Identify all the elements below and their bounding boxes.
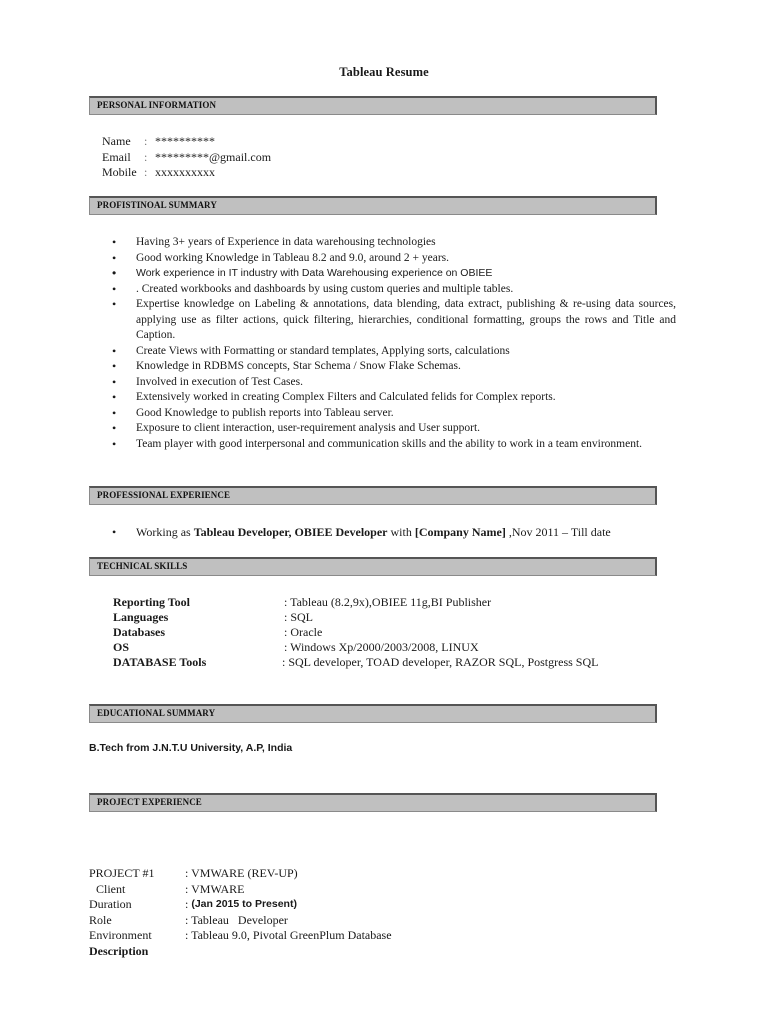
skill-row — [113, 655, 598, 670]
skill-row — [113, 640, 598, 655]
field-label: Email — [102, 149, 131, 164]
project-label: Role — [89, 912, 112, 927]
experience-middle: with — [387, 525, 415, 539]
skill-label: Databases — [113, 625, 166, 639]
section-header-project-experience: PROJECT EXPERIENCE — [89, 793, 657, 812]
skill-label: Reporting Tool — [113, 595, 191, 609]
project-row — [89, 913, 392, 929]
skill-label: DATABASE Tools — [113, 655, 207, 669]
field-separator: : — [144, 149, 148, 164]
skill-label: Languages — [113, 610, 169, 624]
document-title: Tableau Resume — [339, 65, 429, 79]
summary-item: • Knowledge in RDBMS concepts, Star Schema / Snow Flake Schemas. — [112, 359, 676, 375]
personal-row-name — [102, 134, 271, 150]
experience-period: ,Nov 2011 – Till date — [505, 525, 611, 539]
section-header-educational-summary: EDUCATIONAL SUMMARY — [89, 704, 657, 723]
section-header-personal-information: PERSONAL INFORMATION — [89, 96, 657, 115]
project-row — [89, 866, 392, 882]
project-label: Environment — [89, 928, 152, 942]
technical-skills — [113, 595, 598, 670]
section-header-technical-skills: TECHNICAL SKILLS — [89, 557, 657, 576]
skill-row — [113, 610, 598, 625]
summary-item: • Good Knowledge to publish reports into Tableau server. — [112, 406, 676, 422]
skill-label: OS — [113, 640, 130, 654]
summary-item: • Exposure to client interaction, user-requirement analysis and User support. — [112, 421, 676, 437]
project-label: Client — [96, 881, 126, 896]
summary-list — [112, 235, 676, 452]
project-value: : Tableau 9.0, Pivotal GreenPlum Database — [185, 928, 392, 942]
summary-item: • Create Views with Formatting or standard templates, Applying sorts, calculations — [112, 344, 676, 360]
project-row — [89, 897, 392, 913]
project-row — [89, 928, 392, 944]
summary-item: • Having 3+ years of Experience in data warehousing technologies — [112, 235, 676, 251]
skill-value: : Windows Xp/2000/2003/2008, LINUX — [284, 640, 479, 654]
summary-item: • Extensively worked in creating Complex Filters and Calculated felids for Complex reports. — [112, 390, 676, 406]
personal-row-mobile — [102, 165, 271, 181]
project-value: : Tableau Developer — [185, 912, 288, 927]
experience-company: [Company Name] — [414, 525, 506, 539]
project-label: PROJECT #1 — [89, 866, 155, 880]
summary-item: • Team player with good interpersonal and communication skills and the ability to work in a team environment. — [112, 437, 676, 453]
project-value: : VMWARE — [185, 881, 245, 896]
field-label: Name — [102, 134, 131, 148]
project-value: : VMWARE (REV-UP) — [185, 866, 298, 880]
field-label: Mobile — [102, 165, 137, 179]
field-separator: : — [144, 134, 148, 148]
project-separator: : — [185, 897, 192, 911]
skill-row — [113, 625, 598, 640]
project-description-label: Description — [89, 943, 149, 958]
personal-row-email — [102, 150, 271, 166]
skill-value: : Oracle — [284, 625, 323, 639]
summary-item: • Involved in execution of Test Cases. — [112, 375, 676, 391]
experience-prefix: Working as — [136, 525, 194, 539]
field-separator: : — [144, 165, 148, 179]
experience-role: Tableau Developer, OBIEE Developer — [193, 525, 388, 539]
personal-information — [102, 134, 271, 181]
experience-item — [112, 525, 611, 540]
section-header-professional-summary: PROFISTINOAL SUMMARY — [89, 196, 657, 215]
summary-item: • Good working Knowledge in Tableau 8.2 and 9.0, around 2 + years. — [112, 251, 676, 267]
field-value: ********** — [155, 134, 215, 148]
project-label: Duration — [89, 897, 132, 911]
summary-item: • Work experience in IT industry with Data Warehousing experience on OBIEE — [112, 266, 676, 282]
skill-value: : SQL developer, TOAD developer, RAZOR SQL, Postgress SQL — [282, 655, 599, 669]
section-header-professional-experience: PROFESSIONAL EXPERIENCE — [89, 486, 657, 505]
project-row — [89, 882, 392, 898]
project-details — [89, 866, 392, 959]
project-value: (Jan 2015 to Present) — [191, 898, 297, 910]
education-text: B.Tech from J.N.T.U University, A.P, India — [89, 742, 293, 754]
skill-value: : Tableau (8.2,9x),OBIEE 11g,BI Publisher — [284, 595, 492, 609]
field-value: *********@gmail.com — [155, 149, 272, 164]
skill-row — [113, 595, 598, 610]
skill-value: : SQL — [284, 610, 314, 624]
summary-item: • Expertise knowledge on Labeling & annotations, data blending, data extract, publishing & re-using data sources, applying use as filter actions, quick filtering, hierarchies, conditional formatting, groups the rows and Title and Caption. — [112, 297, 676, 344]
summary-item: • . Created workbooks and dashboards by using custom queries and multiple tables. — [112, 282, 676, 298]
field-value: xxxxxxxxxx — [155, 165, 215, 179]
